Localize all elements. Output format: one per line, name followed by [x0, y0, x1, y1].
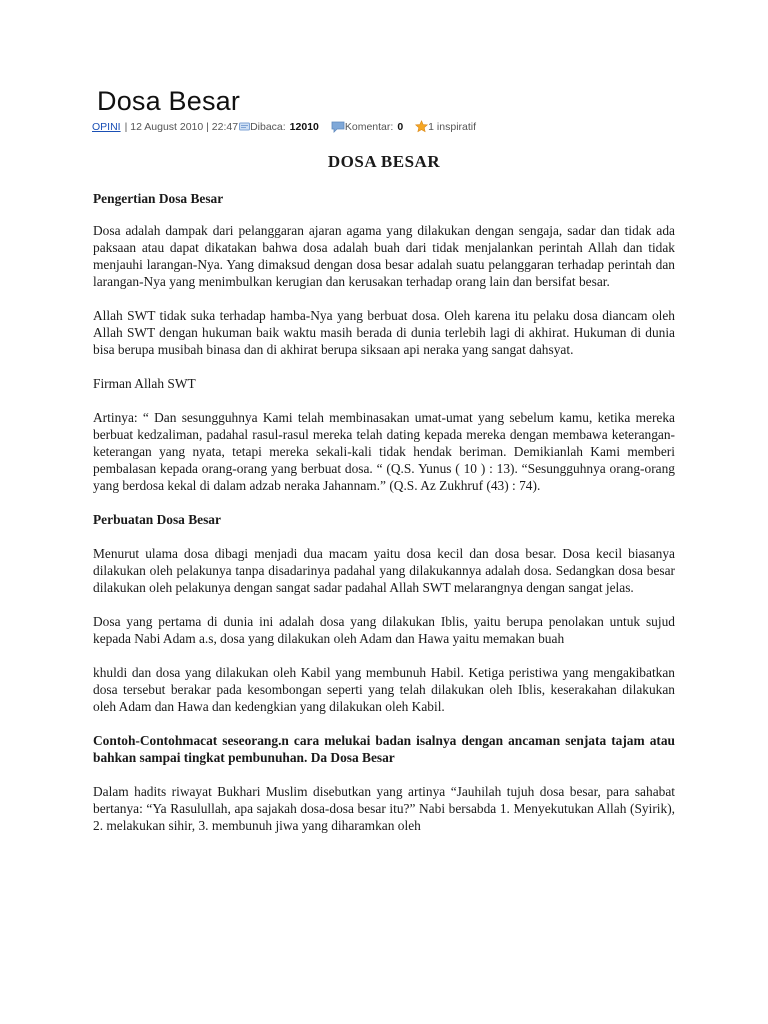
document-body: [93, 190, 675, 833]
eye-icon: [239, 122, 250, 131]
star-icon[interactable]: [415, 120, 428, 133]
read-count: 12010: [289, 120, 319, 133]
document-heading: DOSA BESAR: [327, 152, 441, 171]
section-title-perbuatan: Perbuatan Dosa Besar: [93, 512, 221, 527]
comment-label: Komentar:: [344, 120, 394, 133]
comment-count: 0: [397, 120, 404, 133]
category-link[interactable]: OPINI: [92, 120, 121, 133]
read-label: Dibaca:: [250, 120, 286, 133]
paragraph-hadith: Dalam hadits riwayat Bukhari Muslim disebutkan yang artinya “Jauhilah tujuh dosa besar, para sahabat bertanya: “Ya Rasulullah, apa sajakah dosa-dosa besar itu?” Nabi bersabda 1. Menyekutukan Allah (Syirik), 2. melakukan sihir, 3. membunuh jiwa yang diharamkan oleh: [93, 784, 675, 833]
paragraph-firman: Firman Allah SWT: [93, 376, 196, 391]
paragraph-types: Menurut ulama dosa dibagi menjadi dua macam yaitu dosa kecil dan dosa besar. Dosa kecil biasanya dilakukan oleh pelakunya tanpa disadarinya padahal yang dilakukannya adalah dosa. Sedangkan dosa besar dilakukan oleh pelakunya dengan sangat sadar padahal Allah SWT melarangnya dengan sangat jelas.: [93, 546, 675, 595]
inspire-text: 1 inspiratif: [428, 120, 477, 133]
paragraph-first-sin: Dosa yang pertama di dunia ini adalah dosa yang dilakukan Iblis, yaitu berupa penolakan untuk sujud kepada Nabi Adam a.s, dosa yang dilakukan oleh Adam dan Hawa yaitu memakan buah: [93, 614, 675, 646]
section-title-pengertian: Pengertian Dosa Besar: [93, 191, 224, 206]
paragraph-definition: Dosa adalah dampak dari pelanggaran ajaran agama yang dilakukan dengan sengaja, sadar dan tidak ada paksaan atau dapat dikatakan bahwa dosa adalah buah dari tidak menjalankan perintah Allah dan tidak menjauhi larangan-Nya. Yang dimaksud dengan dosa besar adalah suatu pelanggaran terhadap perintah dan larangan-Nya yang menimbulkan kerugian dan kerusakan terhadap orang lain dan bersifat besar.: [93, 223, 675, 289]
article-title: Dosa Besar: [97, 86, 241, 116]
comment-icon[interactable]: [331, 121, 345, 133]
article-meta: [92, 120, 476, 133]
paragraph-khuldi: khuldi dan dosa yang dilakukan oleh Kabil yang membunuh Habil. Ketiga peristiwa yang mengakibatkan dosa tersebut berakar pada kesombongan seperti yang telah dilakukan oleh Iblis, keserakahan dilakukan oleh Adam dan Hawa dan kedengkian yang dilakukan oleh Kabil.: [93, 665, 675, 714]
date-time: | 12 August 2010 | 22:47: [124, 120, 239, 133]
paragraph-punishment: Allah SWT tidak suka terhadap hamba-Nya yang berbuat dosa. Oleh karena itu pelaku dosa diancam oleh Allah SWT dengan hukuman baik waktu masih berada di dunia terlebih lagi di akhirat. Hukuman di dunia bisa berupa musibah binasa dan di akhirat berupa siksaan api neraka yang sangat dahsyat.: [93, 308, 675, 357]
section-title-contoh: Contoh-Contohmacat seseorang.n cara melukai badan isalnya dengan ancaman senjata tajam atau bahkan sampai tingkat pembunuhan. Da Dosa Besar: [93, 733, 675, 765]
paragraph-translation: Artinya: “ Dan sesungguhnya Kami telah membinasakan umat-umat yang sebelum kamu, ketika mereka berbuat kedzaliman, padahal rasul-rasul mereka telah dating kepada mereka dengan membawa keterangan-keterangan yang nyata, tetapi mereka sekali-kali tidak hendak beriman. Demikianlah Kami memberi pembalasan kepada orang-orang yang berbuat dosa. “ (Q.S. Yunus ( 10 ) : 13). “Sesungguhnya orang-orang yang berdosa kekal di dalam adzab neraka Jahannam.” (Q.S. Az Zukhruf (43) : 74).: [93, 410, 675, 493]
